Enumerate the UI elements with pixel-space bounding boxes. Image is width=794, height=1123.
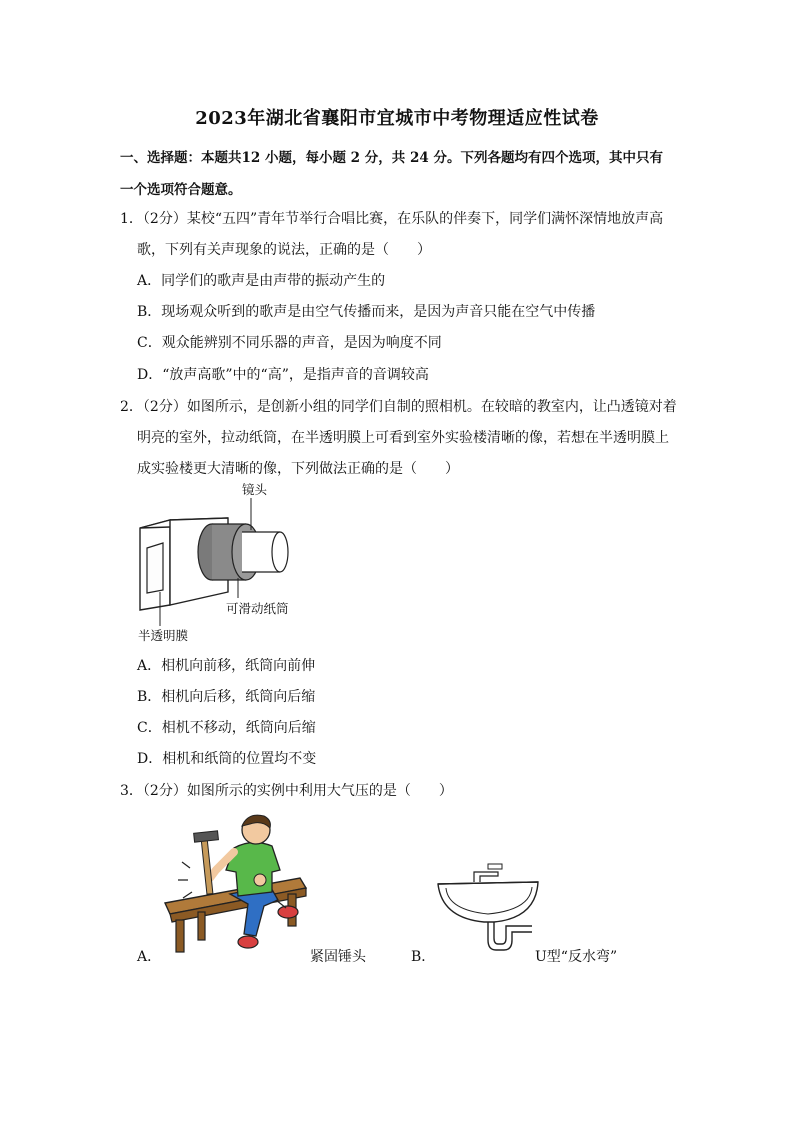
question-1-option-c: C．观众能辨别不同乐器的声音，是因为响度不同	[137, 335, 442, 351]
wash-basin-illustration	[434, 860, 544, 960]
label-lens: 镜头	[242, 482, 268, 497]
camera-figure	[130, 480, 320, 650]
person-shoe	[238, 936, 258, 948]
translucent-film-window	[147, 543, 163, 593]
question-3-option-a-letter: A．	[137, 949, 162, 965]
label-translucent-film: 半透明膜	[138, 628, 189, 643]
section-heading-line-2: 一个选项符合题意。	[120, 182, 242, 198]
question-3-option-b-letter: B．	[411, 949, 436, 965]
lens-icon	[272, 532, 288, 572]
question-1-option-a: A．同学们的歌声是由声带的振动产生的	[137, 273, 386, 289]
question-1-line-1: 1．（2分）某校“五四”青年节举行合唱比赛，在乐队的伴奏下，同学们满怀深情地放声高	[120, 211, 664, 227]
faucet-icon	[474, 872, 498, 882]
label-slidable-tube: 可滑动纸筒	[226, 601, 289, 616]
question-2-option-c: C．相机不移动，纸筒向后缩	[137, 720, 316, 736]
question-1-option-b: B．现场观众听到的歌声是由空气传播而来，是因为声音只能在空气中传播	[137, 304, 596, 320]
hammer-icon	[201, 838, 213, 894]
section-heading-line-1: 一、选择题：本题共12 小题，每小题 2 分，共 24 分。下列各题均有四个选项，其中只有	[120, 150, 663, 166]
question-3-option-b-caption: U型“反水弯”	[535, 949, 618, 965]
question-2-line-2: 明亮的室外，拉动纸筒，在半透明膜上可看到室外实验楼清晰的像，若想在半透明膜上	[137, 430, 669, 446]
page-title: 2023年湖北省襄阳市宜城市中考物理适应性试卷	[195, 108, 599, 129]
question-2-line-1: 2．（2分）如图所示，是创新小组的同学们自制的照相机。在较暗的教室内，让凸透镜对着	[120, 399, 677, 415]
question-3-line-1: 3．（2分）如图所示的实例中利用大气压的是（ ）	[120, 783, 453, 799]
question-2-option-b: B．相机向后移，纸筒向后缩	[137, 689, 316, 705]
question-2-option-a: A．相机向前移，纸筒向前伸	[137, 658, 316, 674]
question-2-line-3: 成实验楼更大清晰的像，下列做法正确的是（ ）	[137, 461, 459, 477]
question-3-option-a-caption: 紧固锤头	[310, 949, 366, 965]
hammering-person-illustration	[160, 808, 310, 956]
question-1-line-2: 歌，下列有关声现象的说法，正确的是（ ）	[137, 242, 431, 258]
question-2-option-d: D．相机和纸筒的位置均不变	[137, 751, 317, 767]
bench-leg-left	[176, 920, 184, 952]
question-1-option-d: D．“放声高歌”中的“高”，是指声音的音调较高	[137, 367, 429, 383]
